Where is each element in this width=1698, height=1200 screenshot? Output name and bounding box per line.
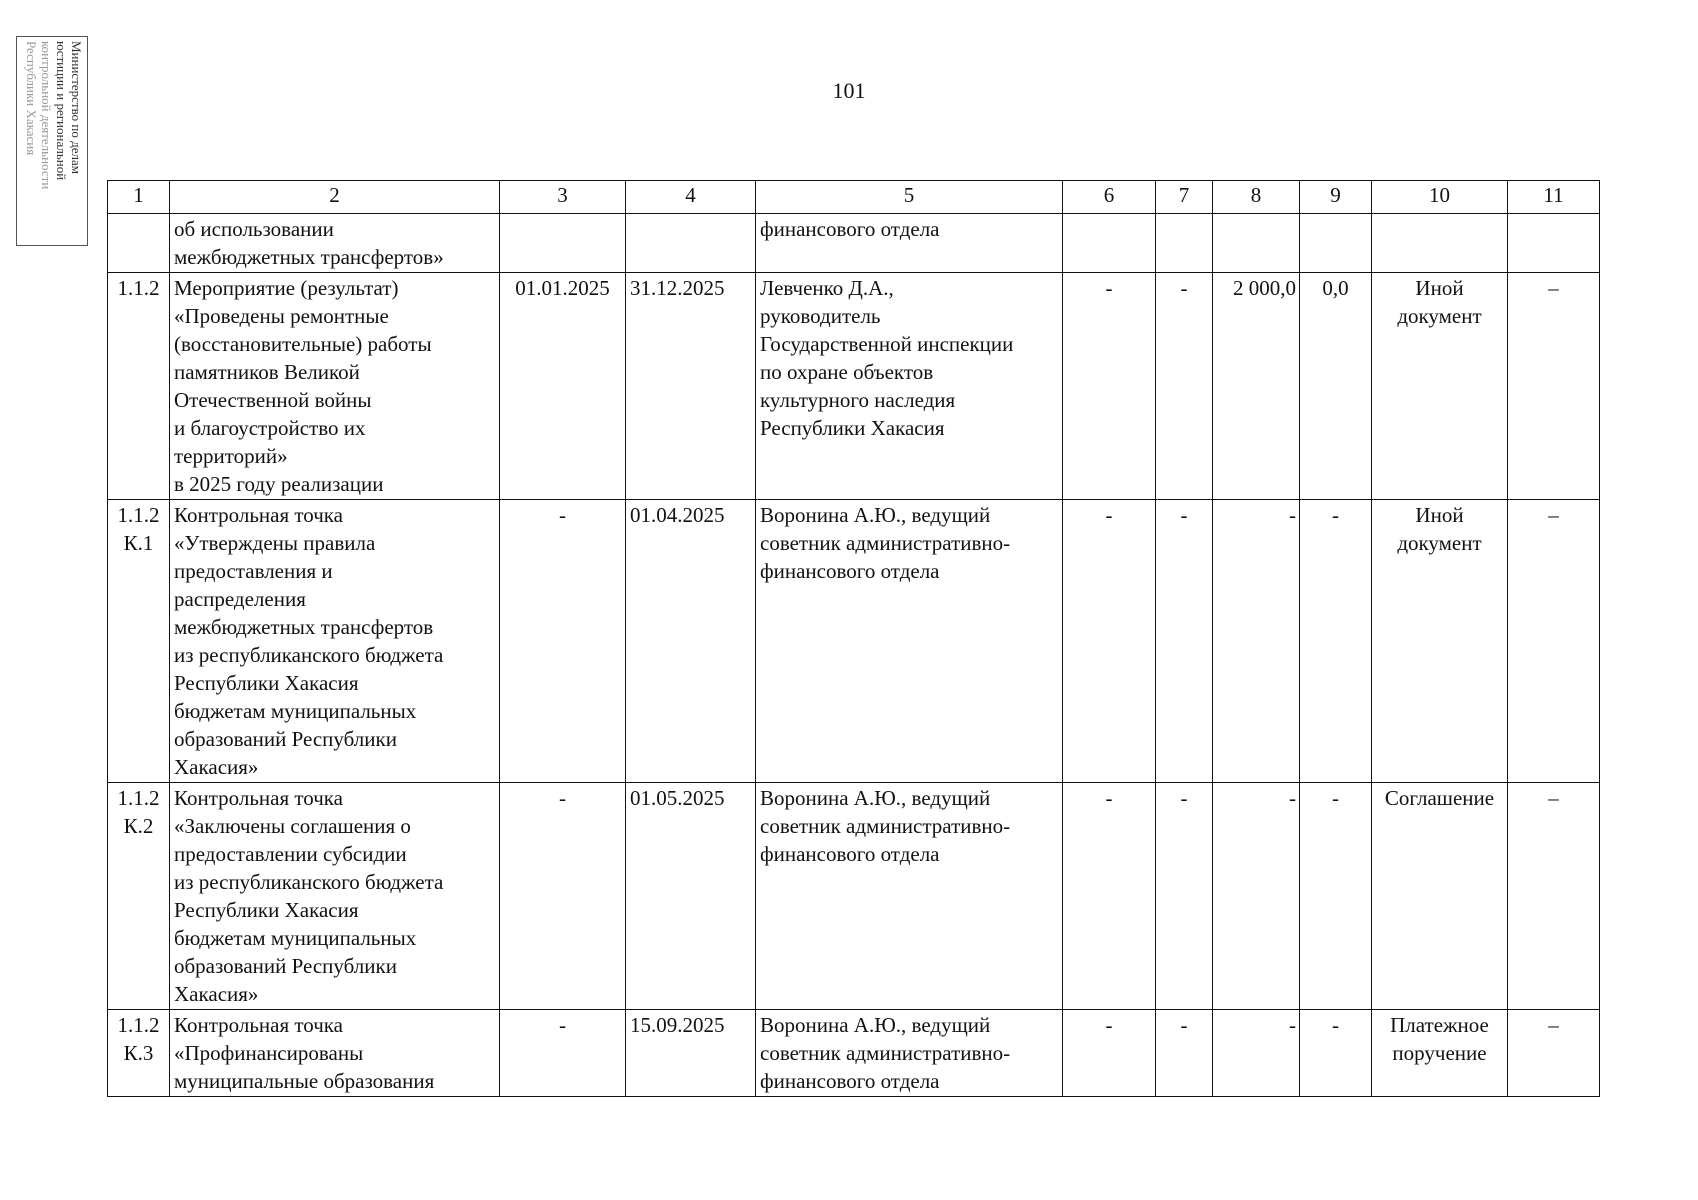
row-start-date: -: [500, 783, 626, 1010]
row-col-8: [1213, 214, 1300, 273]
row-start-date: [500, 214, 626, 273]
row-name: Мероприятие (результат) «Проведены ремонтные (восстановительные) работы памятников Великой Отечественной войны и благоустройство их территорий» в 2025 году реализации: [170, 273, 500, 500]
row-col-8: -: [1213, 783, 1300, 1010]
row-end-date: 01.04.2025: [626, 500, 756, 783]
table-header: [108, 181, 1600, 214]
row-col-11: –: [1508, 500, 1600, 783]
row-number: 1.1.2 К.1: [108, 500, 170, 783]
header-row: [108, 181, 1600, 214]
row-col-6: -: [1063, 273, 1156, 500]
header-col-4: 4: [626, 181, 756, 214]
row-number: 1.1.2 К.2: [108, 783, 170, 1010]
table-row: [108, 214, 1600, 273]
row-col-7: -: [1156, 1010, 1213, 1097]
row-responsible: Левченко Д.А., руководитель Государственной инспекции по охране объектов культурного наследия Республики Хакасия: [756, 273, 1063, 500]
row-col-9: -: [1300, 500, 1372, 783]
row-document-type: Соглашение: [1372, 783, 1508, 1010]
row-col-9: -: [1300, 1010, 1372, 1097]
row-name: Контрольная точка «Утверждены правила предоставления и распределения межбюджетных трансфертов из республиканского бюджета Республики Хакасия бюджетам муниципальных образований Республики Хакасия»: [170, 500, 500, 783]
header-col-2: 2: [170, 181, 500, 214]
row-start-date: 01.01.2025: [500, 273, 626, 500]
row-col-11: –: [1508, 273, 1600, 500]
row-col-7: -: [1156, 783, 1213, 1010]
page-number: 101: [832, 78, 866, 103]
table-row: [108, 500, 1600, 783]
row-number: 1.1.2: [108, 273, 170, 500]
row-start-date: -: [500, 1010, 626, 1097]
row-name: Контрольная точка «Профинансированы муниципальные образования: [170, 1010, 500, 1097]
row-name: Контрольная точка «Заключены соглашения о предоставлении субсидии из республиканского бюджета Республики Хакасия бюджетам муниципальных образований Республики Хакасия»: [170, 783, 500, 1010]
header-col-5: 5: [756, 181, 1063, 214]
row-col-8: 2 000,0: [1213, 273, 1300, 500]
header-col-6: 6: [1063, 181, 1156, 214]
row-end-date: 15.09.2025: [626, 1010, 756, 1097]
header-col-7: 7: [1156, 181, 1213, 214]
row-col-11: –: [1508, 1010, 1600, 1097]
stamp-text: [20, 41, 84, 241]
row-name: об использовании межбюджетных трансфертов»: [170, 214, 500, 273]
header-col-9: 9: [1300, 181, 1372, 214]
row-col-6: -: [1063, 500, 1156, 783]
row-start-date: -: [500, 500, 626, 783]
row-end-date: 31.12.2025: [626, 273, 756, 500]
row-col-9: -: [1300, 783, 1372, 1010]
row-document-type: [1372, 214, 1508, 273]
row-col-9: [1300, 214, 1372, 273]
row-col-11: [1508, 214, 1600, 273]
row-col-11: –: [1508, 783, 1600, 1010]
header-col-11: 11: [1508, 181, 1600, 214]
header-col-8: 8: [1213, 181, 1300, 214]
row-end-date: 01.05.2025: [626, 783, 756, 1010]
row-col-7: -: [1156, 273, 1213, 500]
row-number: [108, 214, 170, 273]
plan-table: [107, 180, 1600, 1097]
row-col-9: 0,0: [1300, 273, 1372, 500]
registration-stamp: [16, 36, 88, 246]
row-responsible: Воронина А.Ю., ведущий советник административно- финансового отдела: [756, 1010, 1063, 1097]
row-col-8: -: [1213, 1010, 1300, 1097]
row-end-date: [626, 214, 756, 273]
row-col-6: -: [1063, 1010, 1156, 1097]
row-responsible: Воронина А.Ю., ведущий советник административно- финансового отдела: [756, 500, 1063, 783]
row-document-type: Платежное поручение: [1372, 1010, 1508, 1097]
stamp-line-3: контрольной деятельности: [39, 41, 54, 190]
row-col-6: [1063, 214, 1156, 273]
row-number: 1.1.2 К.3: [108, 1010, 170, 1097]
row-document-type: Иной документ: [1372, 500, 1508, 783]
stamp-line-1: Министерство по делам: [69, 41, 84, 174]
header-col-10: 10: [1372, 181, 1508, 214]
header-col-1: 1: [108, 181, 170, 214]
table-body: [108, 214, 1600, 1097]
header-col-3: 3: [500, 181, 626, 214]
row-responsible: финансового отдела: [756, 214, 1063, 273]
stamp-line-2: юстиции и региональной: [54, 41, 69, 181]
table-row: [108, 1010, 1600, 1097]
row-responsible: Воронина А.Ю., ведущий советник административно- финансового отдела: [756, 783, 1063, 1010]
table-row: [108, 273, 1600, 500]
row-document-type: Иной документ: [1372, 273, 1508, 500]
row-col-6: -: [1063, 783, 1156, 1010]
row-col-8: -: [1213, 500, 1300, 783]
row-col-7: -: [1156, 500, 1213, 783]
table-row: [108, 783, 1600, 1010]
row-col-7: [1156, 214, 1213, 273]
stamp-line-4: Республики Хакасия: [24, 41, 39, 156]
